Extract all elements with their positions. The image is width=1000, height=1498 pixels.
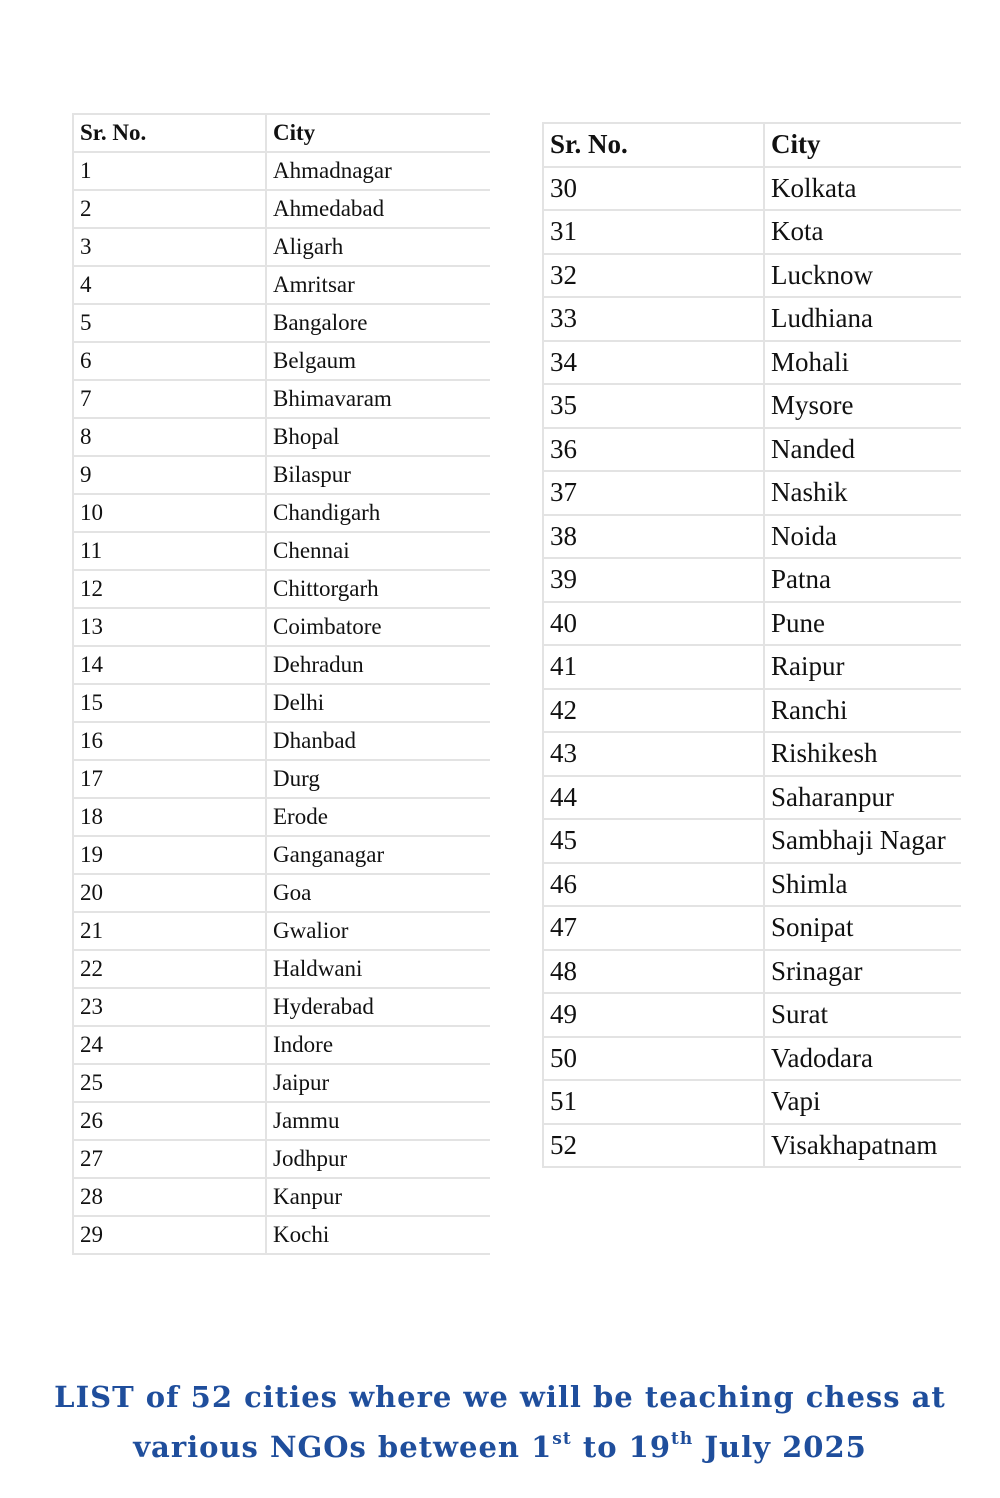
table-row [543,341,961,385]
table-row [543,297,961,341]
header-sr-no: Sr. No. [73,114,266,152]
city-cell: Saharanpur [764,776,961,820]
city-cell: Patna [764,558,961,602]
sr-no-cell: 2 [73,190,266,228]
city-cell: Bangalore [266,304,490,342]
city-cell: Nashik [764,471,961,515]
city-cell: Bhimavaram [266,380,490,418]
table-row [73,1026,490,1064]
city-cell: Coimbatore [266,608,490,646]
sr-no-cell: 33 [543,297,764,341]
sr-no-cell: 5 [73,304,266,342]
table-row [73,190,490,228]
sr-no-cell: 11 [73,532,266,570]
header-sr-no: Sr. No. [543,123,764,167]
city-cell: Haldwani [266,950,490,988]
city-cell: Indore [266,1026,490,1064]
table-row [73,836,490,874]
city-cell: Gwalior [266,912,490,950]
caption-text: July 2025 [693,1430,867,1464]
table-row [543,384,961,428]
sr-no-cell: 50 [543,1037,764,1081]
city-cell: Shimla [764,863,961,907]
table-row [73,342,490,380]
table-row [73,152,490,190]
sr-no-cell: 41 [543,645,764,689]
sr-no-cell: 28 [73,1178,266,1216]
sr-no-cell: 35 [543,384,764,428]
city-cell: Dehradun [266,646,490,684]
city-cell: Srinagar [764,950,961,994]
table-row [73,304,490,342]
sr-no-cell: 1 [73,152,266,190]
sr-no-cell: 15 [73,684,266,722]
sr-no-cell: 45 [543,819,764,863]
sr-no-cell: 37 [543,471,764,515]
city-cell: Jodhpur [266,1140,490,1178]
table-row [543,993,961,1037]
table-row [73,608,490,646]
sr-no-cell: 23 [73,988,266,1026]
table-row [73,798,490,836]
caption-superscript: st [552,1429,572,1449]
sr-no-cell: 9 [73,456,266,494]
table-row [73,1102,490,1140]
table-row [73,1064,490,1102]
sr-no-cell: 44 [543,776,764,820]
city-cell: Ganganagar [266,836,490,874]
table-row [73,912,490,950]
sr-no-cell: 34 [543,341,764,385]
table-row [73,532,490,570]
city-cell: Sonipat [764,906,961,950]
city-cell: Kota [764,210,961,254]
caption [0,1372,1000,1472]
city-table-right [542,122,961,1168]
table-row [73,646,490,684]
sr-no-cell: 31 [543,210,764,254]
city-table-left [72,113,490,1255]
city-cell: Jaipur [266,1064,490,1102]
caption-text: to 19 [571,1430,672,1464]
table-row [543,471,961,515]
table-row [73,874,490,912]
sr-no-cell: 6 [73,342,266,380]
city-cell: Bilaspur [266,456,490,494]
sr-no-cell: 24 [73,1026,266,1064]
caption-text: various NGOs between 1 [133,1430,553,1464]
sr-no-cell: 17 [73,760,266,798]
city-cell: Pune [764,602,961,646]
sr-no-cell: 19 [73,836,266,874]
table-row [543,732,961,776]
sr-no-cell: 42 [543,689,764,733]
sr-no-cell: 46 [543,863,764,907]
table-row [73,684,490,722]
sr-no-cell: 16 [73,722,266,760]
city-cell: Ahmedabad [266,190,490,228]
sr-no-cell: 26 [73,1102,266,1140]
table-row [73,380,490,418]
table-row [543,906,961,950]
city-cell: Dhanbad [266,722,490,760]
city-cell: Ranchi [764,689,961,733]
caption-superscript: th [671,1429,694,1449]
table-row [543,645,961,689]
table-row [543,602,961,646]
sr-no-cell: 30 [543,167,764,211]
city-cell: Goa [266,874,490,912]
table-row [73,950,490,988]
table-row [543,776,961,820]
table-row [543,210,961,254]
city-cell: Lucknow [764,254,961,298]
table-row [543,1124,961,1168]
city-cell: Belgaum [266,342,490,380]
sr-no-cell: 29 [73,1216,266,1254]
city-cell: Ahmadnagar [266,152,490,190]
table-row [73,722,490,760]
city-cell: Chennai [266,532,490,570]
city-cell: Vapi [764,1080,961,1124]
city-cell: Visakhapatnam [764,1124,961,1168]
table-row [73,570,490,608]
table-row [543,515,961,559]
table-row [543,558,961,602]
sr-no-cell: 20 [73,874,266,912]
sr-no-cell: 49 [543,993,764,1037]
table-row [543,1080,961,1124]
table-header-row [543,123,961,167]
city-cell: Hyderabad [266,988,490,1026]
table-row [73,760,490,798]
table-right-body [543,167,961,1168]
sr-no-cell: 3 [73,228,266,266]
city-cell: Ludhiana [764,297,961,341]
sr-no-cell: 13 [73,608,266,646]
sr-no-cell: 27 [73,1140,266,1178]
table-row [543,689,961,733]
table-row [543,1037,961,1081]
city-cell: Noida [764,515,961,559]
header-city: City [266,114,490,152]
sr-no-cell: 14 [73,646,266,684]
sr-no-cell: 48 [543,950,764,994]
table-row [543,819,961,863]
sr-no-cell: 38 [543,515,764,559]
table-row [543,254,961,298]
sr-no-cell: 22 [73,950,266,988]
city-cell: Chandigarh [266,494,490,532]
city-cell: Raipur [764,645,961,689]
sr-no-cell: 32 [543,254,764,298]
table-header-row [73,114,490,152]
table-row [543,863,961,907]
city-cell: Chittorgarh [266,570,490,608]
table-row [73,456,490,494]
table-row [73,1140,490,1178]
caption-line-1: LIST of 52 cities where we will be teaching chess at [54,1380,946,1414]
sr-no-cell: 12 [73,570,266,608]
table-row [73,266,490,304]
sr-no-cell: 51 [543,1080,764,1124]
table-row [73,228,490,266]
city-cell: Rishikesh [764,732,961,776]
table-row [73,1178,490,1216]
sr-no-cell: 4 [73,266,266,304]
sr-no-cell: 18 [73,798,266,836]
table-row [543,428,961,472]
city-cell: Kochi [266,1216,490,1254]
sr-no-cell: 36 [543,428,764,472]
city-cell: Delhi [266,684,490,722]
city-cell: Kolkata [764,167,961,211]
city-cell: Durg [266,760,490,798]
sr-no-cell: 40 [543,602,764,646]
city-cell: Surat [764,993,961,1037]
sr-no-cell: 25 [73,1064,266,1102]
table-row [73,1216,490,1254]
table-row [73,988,490,1026]
city-cell: Aligarh [266,228,490,266]
city-cell: Amritsar [266,266,490,304]
city-cell: Nanded [764,428,961,472]
table-left-body [73,152,490,1254]
city-cell: Sambhaji Nagar [764,819,961,863]
table-row [543,167,961,211]
city-cell: Jammu [266,1102,490,1140]
sr-no-cell: 21 [73,912,266,950]
city-cell: Vadodara [764,1037,961,1081]
sr-no-cell: 8 [73,418,266,456]
sr-no-cell: 10 [73,494,266,532]
header-city: City [764,123,961,167]
city-cell: Mohali [764,341,961,385]
caption-line-2 [0,1422,1000,1472]
sr-no-cell: 39 [543,558,764,602]
table-row [543,950,961,994]
sr-no-cell: 47 [543,906,764,950]
table-row [73,494,490,532]
sr-no-cell: 52 [543,1124,764,1168]
city-cell: Kanpur [266,1178,490,1216]
city-cell: Erode [266,798,490,836]
sr-no-cell: 43 [543,732,764,776]
city-cell: Mysore [764,384,961,428]
table-row [73,418,490,456]
sr-no-cell: 7 [73,380,266,418]
city-cell: Bhopal [266,418,490,456]
